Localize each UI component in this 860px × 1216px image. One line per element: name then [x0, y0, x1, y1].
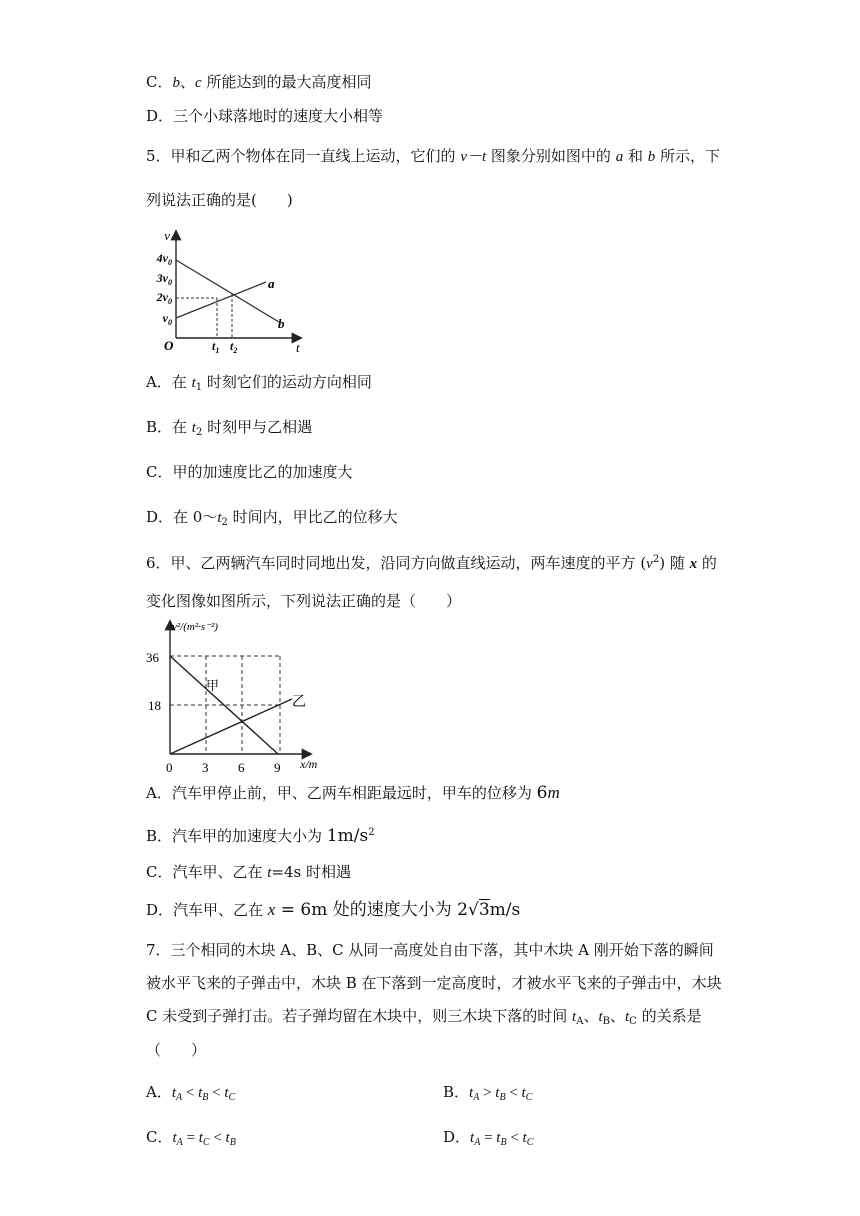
q6-stem-line1 — [146, 550, 717, 574]
q5-vt-graph — [144, 226, 310, 354]
stem-text: 图象分别如图中的 — [486, 147, 616, 165]
stem-text: 所示，下 — [655, 147, 721, 165]
option-text: A．在 — [146, 373, 192, 391]
stem-text: 6．甲、乙两辆汽车同时同地出发，沿同方向做直线运动，两车速度的平方 ( — [146, 554, 647, 572]
option-text: 所能达到的最大高度相同 — [201, 73, 372, 91]
tick-0: 0 — [166, 760, 173, 775]
subscript: 2 — [221, 517, 228, 528]
option-label: C． — [146, 73, 173, 91]
option-text: C．汽车甲、乙在 — [146, 863, 268, 881]
var-a: a — [615, 149, 624, 165]
tick-36: 36 — [146, 650, 159, 665]
option-label: D． — [443, 1128, 471, 1146]
var-t: t — [572, 1009, 577, 1025]
math-expression: $t_A < t_B < t_C$ — [171, 1085, 236, 1103]
var-c: c — [195, 75, 202, 91]
label-yi: 乙 — [292, 695, 306, 710]
stem-text: ) 随 — [659, 554, 690, 572]
q7-stem-line1: 7．三个相同的木块 A、B、C 从同一高度处自由下落，其中木块 A 刚开始下落的瞬间 — [146, 941, 714, 959]
subscript: 1 — [195, 382, 203, 393]
label-b: b — [278, 316, 285, 331]
option-text: 时刻它们的运动方向相同 — [202, 373, 372, 391]
superscript: 2 — [652, 554, 660, 565]
tick-2v0: $2v_0$ — [156, 290, 172, 306]
q6-v2x-graph — [140, 616, 330, 776]
y-axis-label: v — [164, 228, 170, 243]
origin-label: O — [164, 338, 174, 353]
x-axis-label: t — [296, 340, 300, 354]
value: = 6m 处的速度大小为 — [275, 900, 458, 920]
option-label: B． — [443, 1083, 470, 1101]
line-b — [176, 260, 279, 322]
q6-option-b — [146, 823, 375, 846]
unit: m — [547, 783, 560, 802]
subscript: 2 — [195, 427, 203, 438]
var-t: t — [217, 510, 222, 526]
option-label: C． — [146, 1128, 173, 1146]
q7-stem-line4: （ ） — [146, 1041, 207, 1059]
tick-t1: $t_1$ — [212, 339, 220, 354]
q5-option-b — [146, 417, 312, 443]
option-text: D．在 0～ — [146, 508, 218, 526]
q5-stem-line1 — [146, 146, 720, 167]
option-text: D．汽车甲、乙在 — [146, 901, 268, 919]
q7-stem-line3 — [146, 1006, 702, 1032]
vt-symbol: v－t — [460, 149, 487, 165]
subscript: C — [629, 1016, 637, 1027]
tick-4v0: $4v_0$ — [156, 251, 172, 267]
option-text: =4s 时相遇 — [271, 863, 351, 881]
option-label: A． — [146, 1083, 172, 1101]
separator: 、 — [179, 73, 195, 91]
var-b: b — [647, 149, 656, 165]
unit: m/s — [489, 900, 521, 920]
option-text: B．在 — [146, 418, 192, 436]
math-expression: $t_A = t_C < t_B$ — [172, 1130, 236, 1148]
q7-option-a — [146, 1082, 235, 1108]
separator: 、 — [609, 1007, 625, 1025]
label-jia: 甲 — [206, 678, 220, 693]
q7-option-c — [146, 1127, 236, 1153]
coefficient: 2 — [457, 900, 468, 920]
sqrt-sign: √ — [467, 900, 479, 920]
line-yi — [170, 699, 292, 754]
tick-18: 18 — [148, 698, 161, 713]
value: 1m/s — [326, 826, 369, 846]
tick-3: 3 — [202, 760, 209, 775]
stem-text: 的关系是 — [636, 1007, 702, 1025]
tick-3v0: $3v_0$ — [156, 271, 172, 287]
stem-text: C 未受到子弹打击。若子弹均留在木块中，则三木块下落的时间 — [146, 1007, 573, 1025]
tick-6: 6 — [238, 760, 245, 775]
radicand: 3 — [478, 900, 490, 920]
var-t: t — [598, 1009, 603, 1025]
option-text: 时间内，甲比乙的位移大 — [227, 508, 398, 526]
var-t: t — [267, 865, 272, 881]
q6-option-c — [146, 862, 351, 883]
var-t: t — [191, 420, 196, 436]
y-axis-label: v²/(m²·s⁻²) — [172, 621, 218, 633]
q7-option-d — [443, 1127, 533, 1153]
q6-option-d — [146, 900, 520, 920]
stem-text: 和 — [623, 147, 648, 165]
q6-option-a — [146, 783, 560, 803]
superscript: 2 — [368, 827, 375, 838]
var-b: b — [172, 75, 180, 91]
math-expression: $t_A > t_B < t_C$ — [469, 1085, 533, 1103]
var-t: t — [191, 375, 196, 391]
var-x: x — [689, 556, 698, 572]
option-text: A．汽车甲停止前，甲、乙两车相距最远时，甲车的位移为 — [146, 784, 537, 802]
var-t: t — [625, 1009, 630, 1025]
q7-stem-line2: 被水平飞来的子弹击中，木块 B 在下落到一定高度时，才被水平飞来的子弹击中，木块 — [146, 974, 722, 992]
x-axis-label: x/m — [300, 757, 318, 771]
tick-9: 9 — [274, 760, 281, 775]
value: 6 — [536, 783, 548, 803]
stem-text: 5．甲和乙两个物体在同一直线上运动，它们的 — [146, 147, 461, 165]
q4-option-c — [146, 72, 371, 93]
subscript: A — [576, 1016, 584, 1027]
separator: 、 — [583, 1007, 599, 1025]
subscript: B — [602, 1016, 610, 1027]
var-x: x — [267, 900, 276, 919]
math-expression: $t_A = t_B < t_C$ — [470, 1130, 534, 1148]
q7-option-b — [443, 1082, 532, 1108]
stem-text: 的 — [697, 554, 717, 572]
q5-option-c: C．甲的加速度比乙的加速度大 — [146, 463, 353, 481]
option-text: 时刻甲与乙相遇 — [202, 418, 313, 436]
option-text: B．汽车甲的加速度大小为 — [146, 827, 327, 845]
q5-option-d — [146, 507, 398, 533]
q5-option-a — [146, 372, 372, 398]
tick-t2: $t_2$ — [230, 339, 238, 354]
q6-stem-line2: 变化图像如图所示，下列说法正确的是（ ） — [146, 592, 462, 610]
q4-option-d: D．三个小球落地时的速度大小相等 — [146, 107, 384, 125]
var-v: v — [646, 556, 653, 572]
q5-stem-line2: 列说法正确的是( ) — [146, 191, 293, 209]
label-a: a — [268, 276, 275, 291]
tick-v0: $v_0$ — [162, 311, 172, 327]
